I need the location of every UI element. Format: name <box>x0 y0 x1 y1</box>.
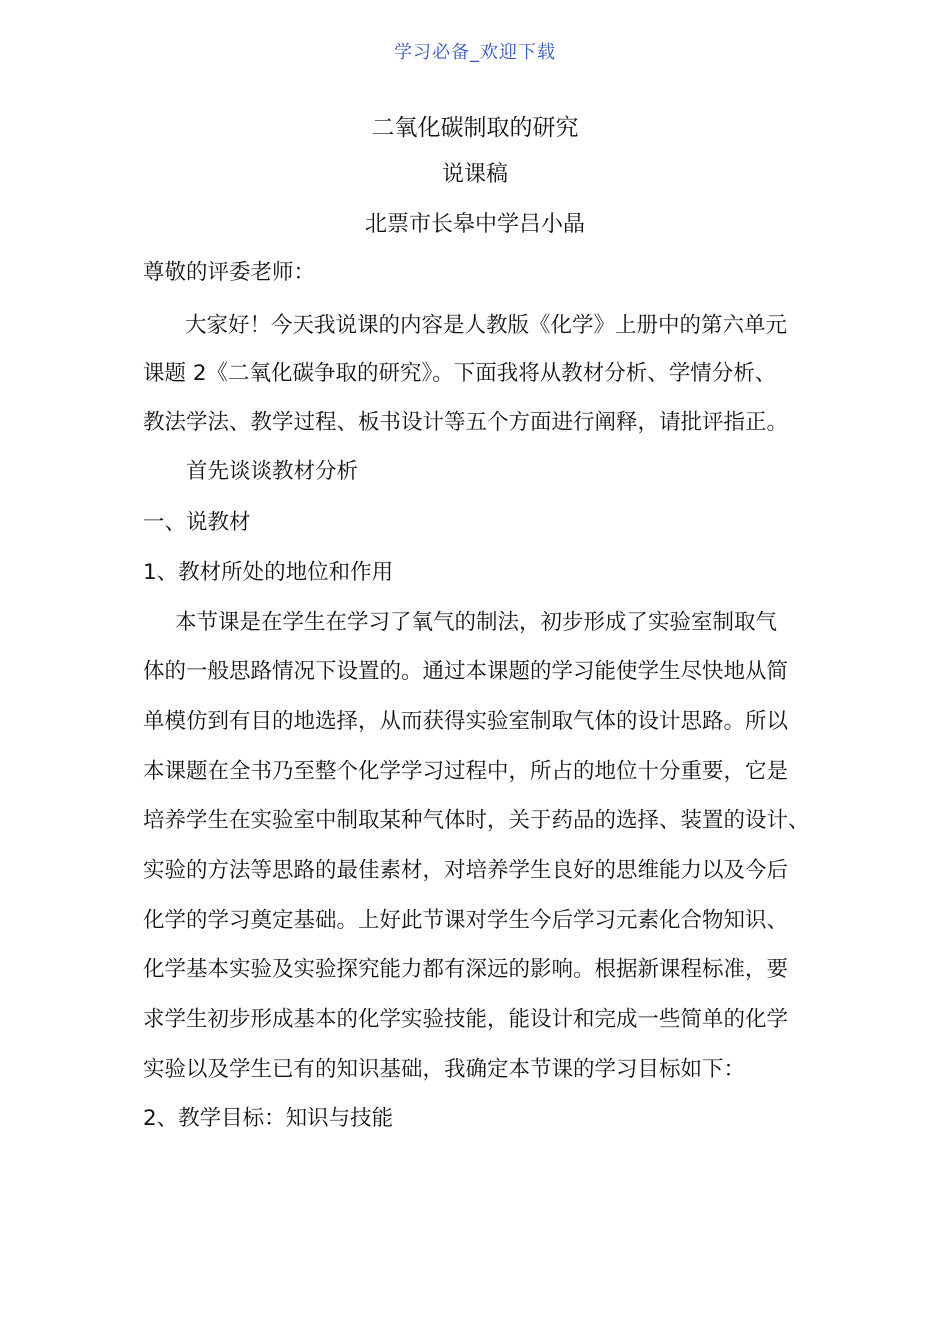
author-line: 北票市长皋中学吕小晶 <box>364 212 585 237</box>
subsection-heading: 2、教学目标：知识与技能 <box>143 1106 394 1131</box>
paragraph-line: 求学生初步形成基本的化学实验技能，能设计和完成一些简单的化学 <box>143 1007 789 1032</box>
paragraph-line: 实验的方法等思路的最佳素材，对培养学生良好的思维能力以及今后 <box>143 858 789 883</box>
document-title: 二氧化碳制取的研究 <box>371 115 579 141</box>
paragraph-line: 课题 2《二氧化碳争取的研究》。下面我将从教材分析、学情分析、 <box>143 361 777 386</box>
paragraph-line: 单模仿到有目的地选择，从而获得实验室制取气体的设计思路。所以 <box>143 709 789 734</box>
document-subtitle: 说课稿 <box>441 162 508 187</box>
salutation: 尊敬的评委老师： <box>143 260 316 285</box>
paragraph-line: 培养学生在实验室中制取某种气体时，关于药品的选择、装置的设计、 <box>143 808 810 833</box>
paragraph-line: 实验以及学生已有的知识基础，我确定本节课的学习目标如下： <box>143 1057 746 1082</box>
section-heading: 一、说教材 <box>143 510 251 535</box>
paragraph-line: 教法学法、教学过程、板书设计等五个方面进行阐释，请批评指正。 <box>143 410 789 435</box>
paragraph-line: 化学基本实验及实验探究能力都有深远的影响。根据新课程标准，要 <box>143 957 789 982</box>
page-header: 学习必备_欢迎下载 <box>394 42 556 63</box>
paragraph-line: 化学的学习奠定基础。上好此节课对学生今后学习元素化合物知识、 <box>143 908 789 933</box>
paragraph-line: 本节课是在学生在学习了氧气的制法，初步形成了实验室制取气 <box>175 610 778 635</box>
subsection-heading: 1、教材所处的地位和作用 <box>143 560 394 585</box>
paragraph-line: 大家好！今天我说课的内容是人教版《化学》上册中的第六单元 <box>185 313 788 338</box>
paragraph-line: 体的一般思路情况下设置的。通过本课题的学习能使学生尽快地从简 <box>143 659 789 684</box>
paragraph-line: 首先谈谈教材分析 <box>186 459 359 484</box>
paragraph-line: 本课题在全书乃至整个化学学习过程中，所占的地位十分重要，它是 <box>143 759 789 784</box>
